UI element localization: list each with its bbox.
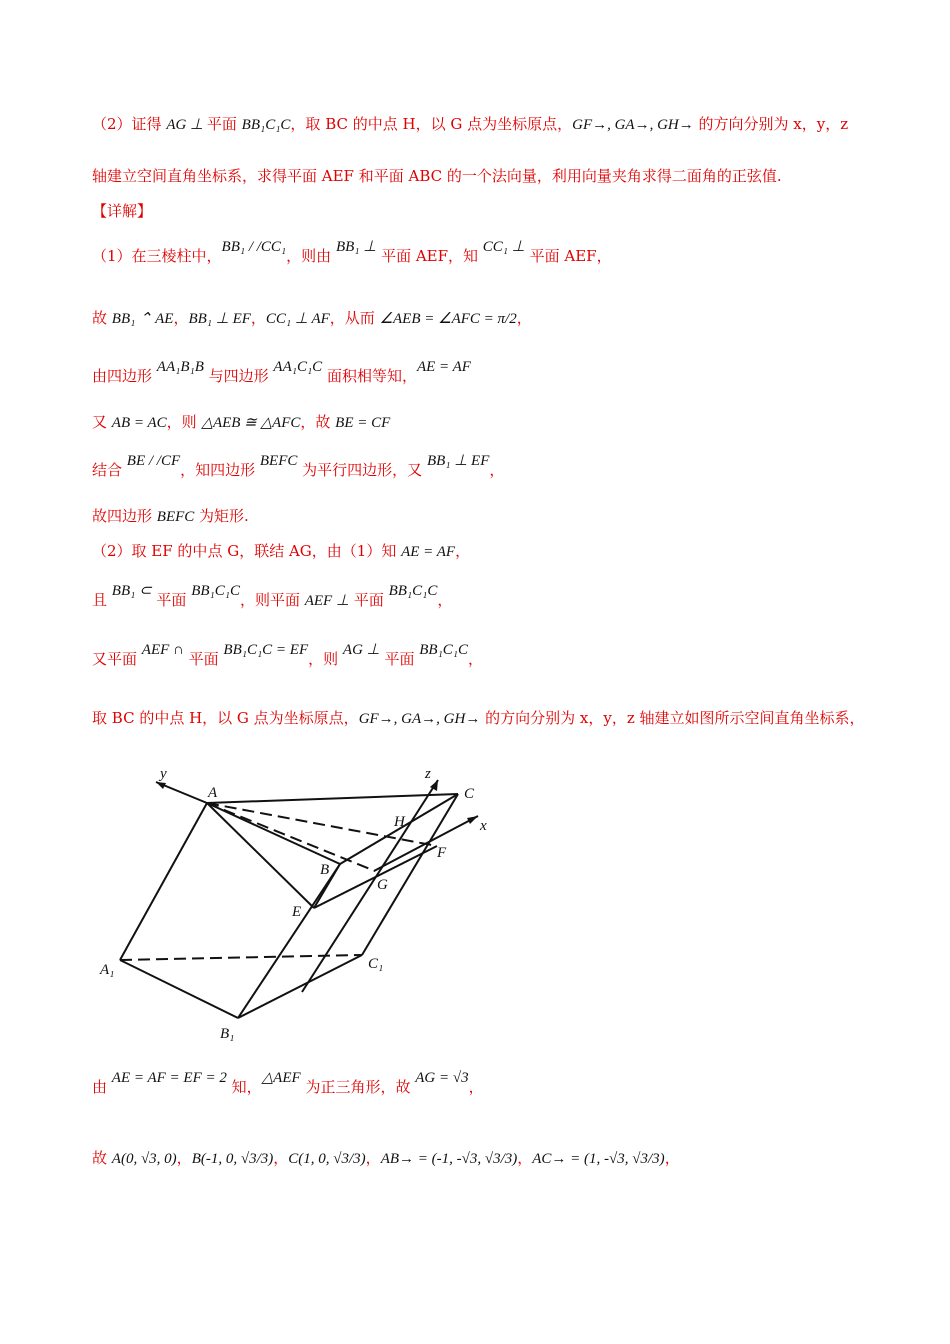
math-expression: BB₁ ⌃ AE	[111, 311, 174, 327]
edge-AG-dashed	[207, 803, 375, 871]
edge-AA1	[120, 803, 207, 960]
math-expression: ∠AEB = ∠AFC = π/2	[379, 311, 517, 327]
text-span: 取 BC 的中点 H，以 G 点为坐标原点，	[92, 709, 359, 727]
text-span: 又平面	[92, 650, 142, 668]
text-span: ，	[273, 1149, 289, 1167]
text-line	[92, 200, 152, 221]
text-span: 结合	[92, 461, 127, 479]
label-C: C	[464, 786, 475, 802]
y-axis-arrow	[156, 782, 166, 789]
text-span: ，	[437, 591, 453, 609]
text-line	[92, 583, 453, 610]
text-line	[92, 1147, 680, 1168]
text-span: ，从而	[329, 309, 380, 327]
label-H: H	[394, 814, 405, 830]
math-expression: BB₁ ⊥ EF	[188, 311, 251, 327]
text-span: （2）证得	[92, 115, 167, 133]
math-expression: AA₁B₁B	[156, 359, 204, 375]
math-expression: CC₁ ⊥ AF	[265, 311, 330, 327]
math-expression: AE = AF	[416, 359, 471, 375]
text-span: 由四边形	[92, 367, 157, 385]
text-span: 轴建立空间直角坐标系，求得平面 AEF 和平面 ABC 的一个法向量，利用向量夹角求得二面角的正弦值.	[92, 167, 782, 185]
label-y: y	[160, 766, 167, 782]
label-E: E	[292, 904, 302, 920]
math-expression: △AEF	[261, 1070, 301, 1086]
text-span: ，则平面	[239, 591, 305, 609]
text-span: 【详解】	[92, 202, 153, 220]
label-F: F	[437, 845, 447, 861]
text-span: ，故	[300, 413, 336, 431]
math-expression: BB₁C₁C = EF	[223, 642, 309, 658]
math-expression: AC→ = (1, -√3, √3/3)	[532, 1151, 665, 1167]
text-line	[92, 307, 532, 328]
text-span: ，	[664, 1149, 680, 1167]
text-span: 平面	[349, 591, 389, 609]
text-span: 故四边形	[92, 507, 157, 525]
math-expression: GF→, GA→, GH→	[358, 711, 481, 727]
label-B1: B₁	[220, 1026, 235, 1042]
math-expression: AG ⊥	[342, 642, 380, 658]
text-span: ，知四边形	[180, 461, 260, 479]
math-expression: A(0, √3, 0)	[111, 1151, 177, 1167]
text-span: 为矩形.	[194, 507, 249, 525]
text-span: 且	[92, 591, 112, 609]
math-expression: AE = AF = EF = 2	[111, 1070, 227, 1086]
text-line	[92, 359, 471, 386]
text-span: 面积相等知，	[322, 367, 417, 385]
text-span: 的方向分别为 x，y，z 轴建立如图所示空间直角坐标系，	[480, 709, 865, 727]
math-expression: BE / /CF	[126, 453, 181, 469]
text-span: ，	[489, 461, 505, 479]
label-B: B	[320, 862, 330, 878]
label-C1: C₁	[368, 956, 384, 972]
math-expression: C(1, 0, √3/3)	[288, 1151, 366, 1167]
label-z: z	[425, 766, 431, 782]
label-A1: A₁	[100, 962, 115, 978]
prism-coordinate-figure	[92, 758, 512, 1048]
edge-A1C1-dashed	[120, 955, 362, 960]
text-span: 平面	[183, 650, 224, 668]
math-expression: BB₁ ⊥ EF	[426, 453, 490, 469]
text-span: 平面 AEF，知	[376, 247, 483, 265]
math-expression: BB₁C₁C	[419, 642, 469, 658]
text-span: 故	[92, 309, 112, 327]
text-span: ，则由	[286, 247, 336, 265]
math-expression: BEFC	[156, 509, 195, 525]
math-expression: BB₁ / /CC₁	[221, 239, 287, 255]
text-span: ，	[176, 1149, 192, 1167]
math-expression: AG ⊥	[166, 117, 207, 133]
math-expression: AEF ⊥	[304, 593, 350, 609]
text-line	[92, 505, 249, 526]
label-G: G	[377, 877, 388, 893]
text-span: 故	[92, 1149, 112, 1167]
text-span: ，	[517, 1149, 533, 1167]
text-line	[92, 642, 484, 669]
text-line	[92, 707, 865, 728]
text-span: ，	[250, 309, 266, 327]
math-expression: CC₁ ⊥	[482, 239, 525, 255]
edge-B1E	[238, 864, 340, 1018]
math-expression: AA₁C₁C	[273, 359, 323, 375]
math-expression: BB₁C₁C	[388, 583, 438, 599]
label-A: A	[208, 785, 218, 801]
math-expression: AG = √3	[415, 1070, 469, 1086]
text-span: 知，	[226, 1078, 262, 1096]
edge-B1C1	[238, 955, 362, 1018]
math-expression: AE = AF	[401, 544, 456, 560]
text-line	[92, 411, 390, 432]
x-axis-arrow	[467, 816, 478, 824]
edge-AE	[207, 803, 314, 908]
math-expression: AEF ∩	[141, 642, 184, 658]
edge-AC	[207, 794, 458, 803]
text-span: 与四边形	[203, 367, 274, 385]
math-expression: AB→ = (-1, -√3, √3/3)	[380, 1151, 518, 1167]
text-span: 为平行四边形，又	[297, 461, 427, 479]
text-line	[92, 453, 505, 480]
text-line	[92, 165, 782, 186]
text-line	[92, 113, 848, 134]
math-expression: BB₁C₁C	[191, 583, 240, 599]
math-expression: B(-1, 0, √3/3)	[191, 1151, 274, 1167]
math-expression: AB = AC	[111, 415, 167, 431]
text-line	[92, 239, 612, 266]
math-expression: BB₁ ⊥	[335, 239, 377, 255]
text-line	[92, 540, 470, 561]
text-span: 的方向分别为 x，y，z	[693, 115, 849, 133]
text-span: 又	[92, 413, 112, 431]
text-span: 为正三角形，故	[300, 1078, 416, 1096]
text-span: ，	[455, 542, 471, 560]
math-expression: BEFC	[259, 453, 298, 469]
label-x: x	[480, 818, 487, 834]
text-span: （1）在三棱柱中，	[92, 247, 222, 265]
math-expression: GF→, GA→, GH→	[572, 117, 694, 133]
text-span: ，	[516, 309, 532, 327]
text-span: ，则	[166, 413, 202, 431]
text-span: ，取 BC 的中点 H，以 G 点为坐标原点，	[290, 115, 573, 133]
text-span: 平面 AEF，	[524, 247, 612, 265]
text-span: 平面	[151, 591, 192, 609]
text-span: 平面	[379, 650, 420, 668]
text-span: ，	[365, 1149, 381, 1167]
text-span: 平面	[206, 115, 242, 133]
text-span: ，则	[308, 650, 343, 668]
text-span: ，	[173, 309, 189, 327]
text-line	[92, 1070, 484, 1097]
math-expression: BB₁C₁C	[241, 117, 291, 133]
text-span: ，	[468, 1078, 484, 1096]
text-span: 由	[92, 1078, 112, 1096]
text-span: （2）取 EF 的中点 G，联结 AG，由（1）知	[92, 542, 402, 560]
math-expression: △AEB ≅ △AFC	[201, 415, 301, 431]
text-span: ，	[468, 650, 484, 668]
math-expression: BE = CF	[335, 415, 391, 431]
edge-A1B1	[120, 960, 238, 1018]
math-expression: BB₁ ⊂	[111, 583, 152, 599]
